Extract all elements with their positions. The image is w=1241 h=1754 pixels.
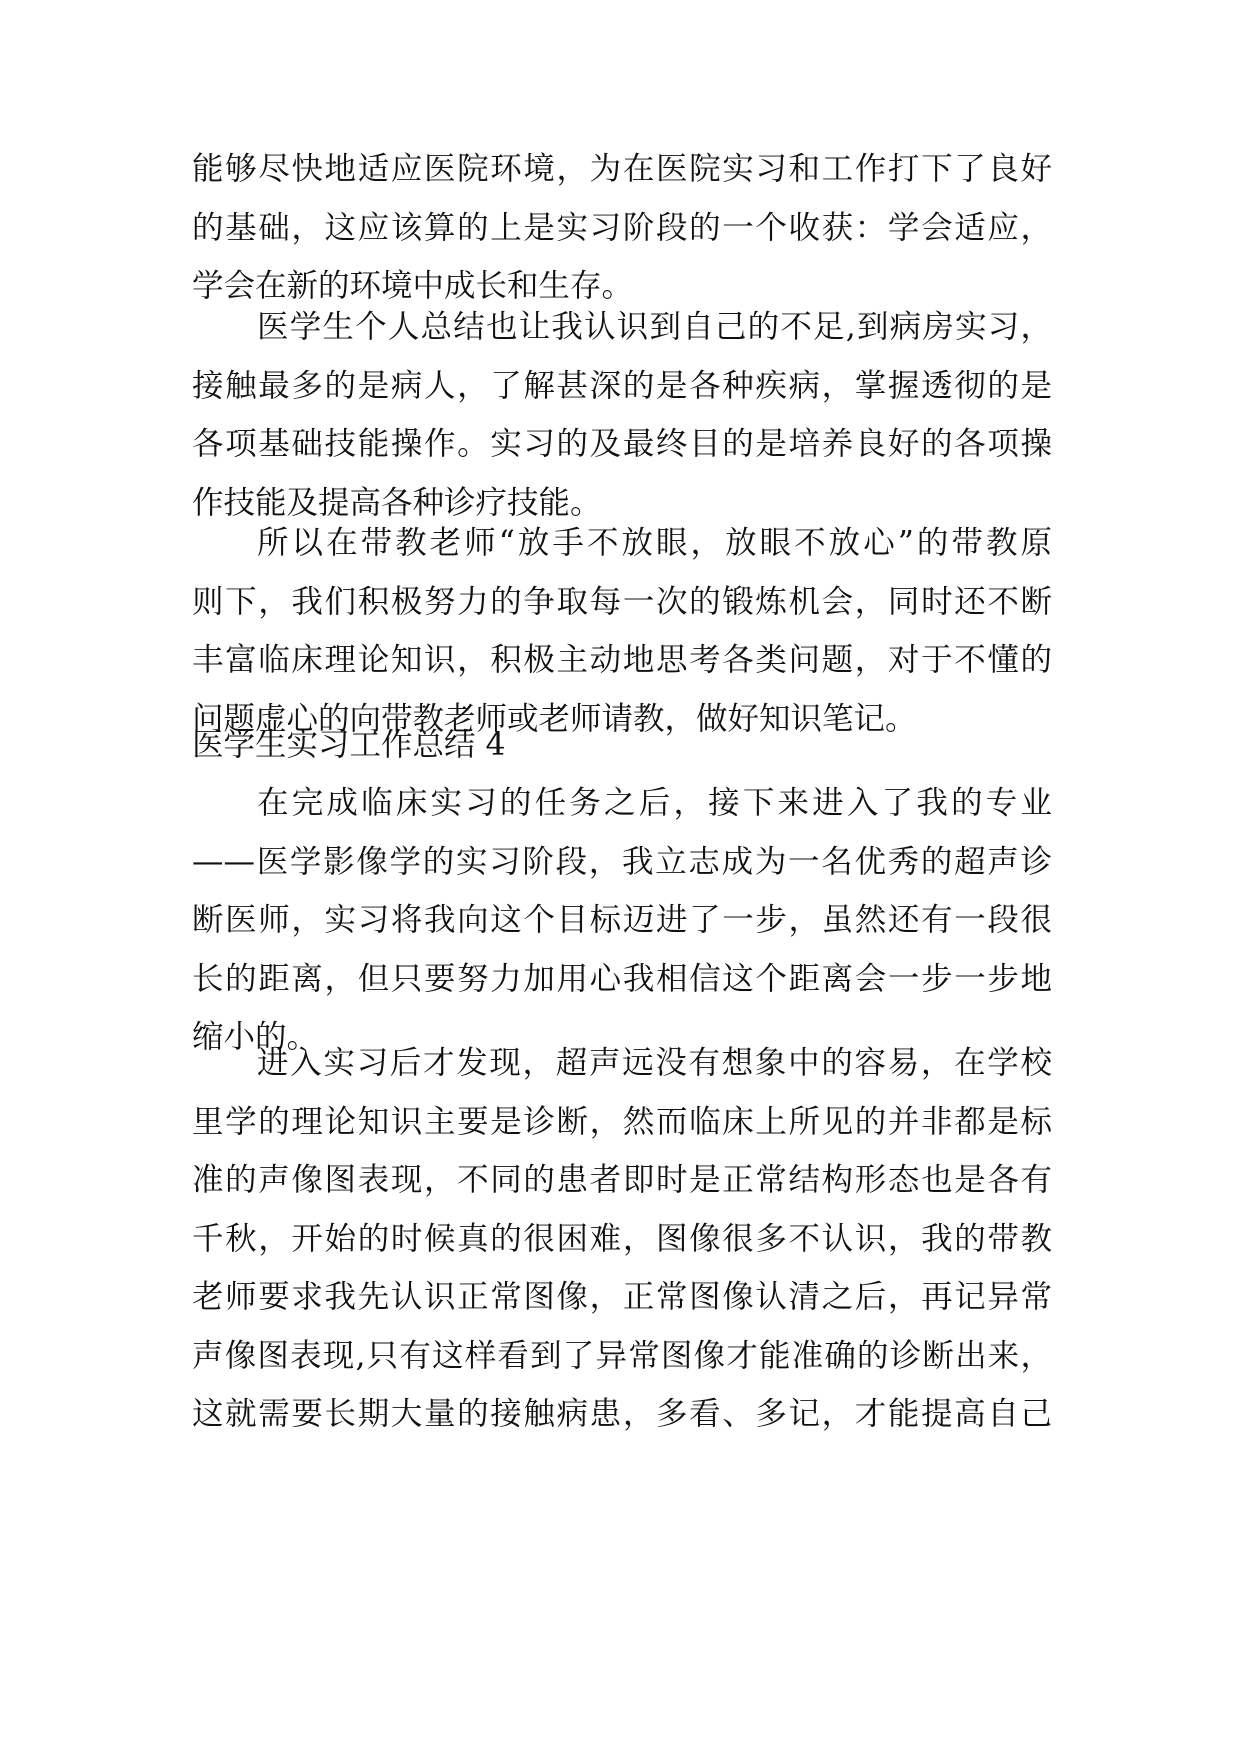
text-line: 问题虚心的向带教老师或老师请教，做好知识笔记。: [192, 700, 917, 737]
text-line: 各项基础技能操作。实习的及最终目的是培养良好的各项操: [192, 426, 1052, 462]
text-line: 进入实习后才发现，超声远没有想象中的容易，在学校: [257, 1045, 1052, 1081]
text-line: 缩小的。: [192, 1019, 319, 1055]
paragraph: [192, 514, 1052, 748]
text-line: 千秋，开始的时候真的很困难，图像很多不认识，我的带教: [192, 1220, 1052, 1257]
text-line: 准的声像图表现，不同的患者即时是正常结构形态也是各有: [192, 1162, 1052, 1198]
text-line: 的基础，这应该算的上是实习阶段的一个收获：学会适应，: [192, 209, 1052, 246]
text-line: 在完成临床实习的任务之后，接下来进入了我的专业: [257, 785, 1052, 821]
paragraph: [192, 774, 1052, 1067]
text-line: 丰富临床理论知识，积极主动地思考各类问题，对于不懂的: [192, 642, 1052, 678]
text-line: 这就需要长期大量的接触病患，多看、多记，才能提高自己: [192, 1396, 1052, 1432]
text-line: ——医学影像学的实习阶段，我立志成为一名优秀的超声诊: [192, 843, 1052, 880]
text-line: 长的距离，但只要努力加用心我相信这个距离会一步一步地: [192, 960, 1052, 997]
section-heading: [192, 716, 1052, 775]
paragraph: [192, 298, 1052, 532]
text-line: 里学的理论知识主要是诊断，然而临床上所见的并非都是标: [192, 1103, 1052, 1140]
paragraph: [192, 140, 1052, 316]
text-line: 医学生个人总结也让我认识到自己的不足,到病房实习，: [257, 309, 1052, 345]
text-line: 接触最多的是病人，了解甚深的是各种疾病，掌握透彻的是: [192, 367, 1052, 404]
text-line: 学会在新的环境中成长和生存。: [192, 268, 634, 304]
text-line: 作技能及提高各种诊疗技能。: [192, 484, 602, 521]
text-line: 断医师，实习将我向这个目标迈进了一步，虽然还有一段很: [192, 902, 1052, 938]
text-line: 所以在带教老师“放手不放眼，放眼不放心”的带教原: [257, 525, 1052, 561]
text-line: 能够尽快地适应医院环境，为在医院实习和工作打下了良好: [192, 151, 1052, 187]
text-line: 老师要求我先认识正常图像，正常图像认清之后，再记异常: [192, 1279, 1052, 1315]
paragraph: [192, 1034, 1052, 1444]
text-line: 声像图表现,只有这样看到了异常图像才能准确的诊断出来，: [192, 1337, 1052, 1374]
text-line: 则下，我们积极努力的争取每一次的锻炼机会，同时还不断: [192, 583, 1052, 620]
heading-text: 医学生实习工作总结 4: [192, 727, 506, 763]
